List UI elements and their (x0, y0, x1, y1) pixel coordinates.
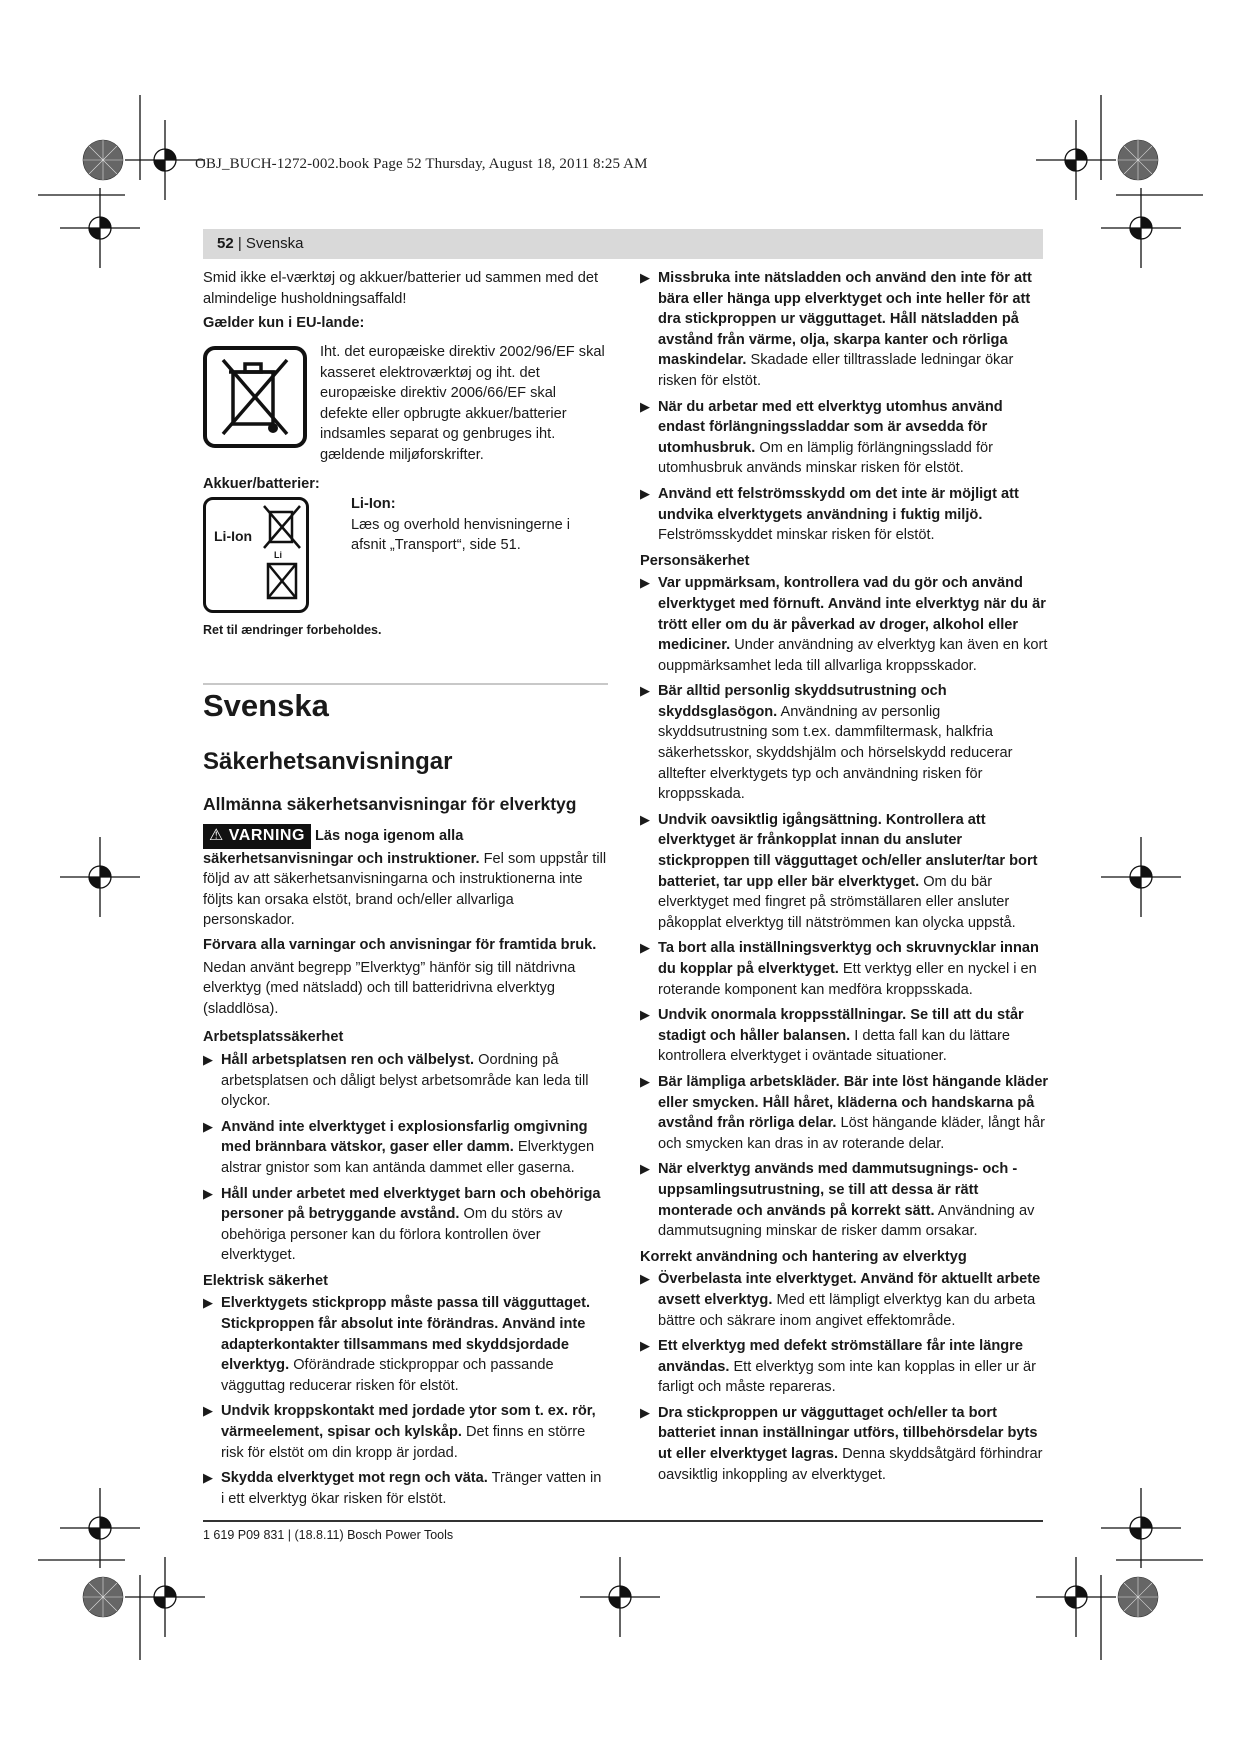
item-text: Användning av dammutsugning minskar de risker damm orsakar. (658, 1202, 1035, 1240)
item-bold: Bär lämpliga arbetskläder. Bär inte löst hängande kläder eller smycken. Håll håret, kläderna och handskarna på avstånd från rörliga delar. (658, 1073, 1049, 1132)
general-safety-heading: Allmänna säkerhetsanvisningar för elverktyg (203, 794, 577, 814)
list-item: ▶ Skydda elverktyget mot regn och väta. Tränger vatten in i ett elverktyg ökar risken för elstöt. (203, 1470, 602, 1507)
electrical-list-continued (640, 268, 1050, 546)
left-column-top (203, 268, 608, 336)
language-title: Svenska (203, 688, 329, 723)
list-item: ▶ Använd inte elverktyget i explosionsfarlig omgivning med brännbara vätskor, gaser eller damm. Elverktygen alstrar gnistor som kan antända dammet eller gaserna. (203, 1118, 595, 1176)
reserve-block (203, 620, 608, 641)
page-header: 52 | Svenska (217, 235, 304, 252)
usage-list (640, 1269, 1050, 1485)
book-file-line: OBJ_BUCH-1272-002.book Page 52 Thursday, August 18, 2011 8:25 AM (195, 156, 648, 172)
page-header-bar (203, 229, 1043, 259)
item-bold: Var uppmärksam, kontrollera vad du gör och använd elverktyget med förnuft. Använd inte elverktyg när du är trött eller om du är påverkad av droger, alkohol eller mediciner. (658, 575, 1046, 654)
safety-title: Säkerhetsanvisningar (203, 748, 453, 775)
item-bold: Ta bort alla inställningsverktyg och skruvnycklar innan du kopplar på elverktyget. (658, 940, 1039, 977)
item-text: Löst hängande kläder, långt hår och smycken kan dras in av roterande delar. (658, 1115, 1045, 1152)
item-text: Med ett lämpligt elverktyg kan du arbeta bättre och säkrare inom angivet effektområde. (658, 1291, 1036, 1329)
item-text: Denna skyddsåtgärd förhindrar oavsiktlig inkoppling av elverktyget. (658, 1446, 1043, 1483)
li-ion-text: Læs og overhold henvisningerne i afsnit „Transport“, side 51. (351, 516, 571, 554)
warning-bold: Läs noga igenom alla säkerhetsanvisningar och instruktioner. (203, 828, 480, 867)
list-item: ▶ Använd ett felströmsskydd om det inte är möjligt att undvika elverktygets användning i fuktig miljö. Felströmsskyddet minskar risken för elstöt. (640, 485, 1019, 544)
item-text: Användning av personlig skyddsutrustning som t.ex. dammfiltermask, halkfria säkerhetsskor, skyddshjälm och hörselskydd reducerar alltefter elverktygets typ och användning risken för kroppsskada. (658, 703, 1013, 803)
page-footer: 1 619 P09 831 | (18.8.11) Bosch Power Tools (203, 1528, 454, 1542)
li-ion-icon-label: Li-Ion (214, 528, 253, 544)
item-bold: Missbruka inte nätsladden och använd den inte för att bära eller hänga upp elverktyget och inte heller för att dra stickproppen ur vägguttaget. Håll nätsladden på avstånd från värme, olja, skarpa kanter och rörliga maskindelar. (658, 270, 1032, 369)
warning-badge: ⚠ VARNING (203, 824, 311, 849)
right-column (640, 268, 1050, 1490)
item-bold: Bär alltid personlig skyddsutrustning och skyddsglasögon. (658, 683, 947, 720)
item-bold: Använd inte elverktyget i explosionsfarlig omgivning med brännbara vätskor, gaser eller damm. (221, 1118, 588, 1156)
list-item: ▶ Dra stickproppen ur vägguttaget och/eller ta bort batteriet innan inställningar utförs, tillbehörsdelar byts ut eller elverktyget lagras. Denna skyddsåtgärd förhindrar oavsiktlig inkoppling av elverktyget. (640, 1404, 1043, 1483)
eu-heading: Gælder kun i EU-lande: (203, 315, 365, 332)
list-item: ▶ Var uppmärksam, kontrollera vad du gör och använd elverktyget med förnuft. Använd inte elverktyg när du är trött eller om du är påverkad av droger, alkohol eller mediciner. Under användning av elverktyg kan även en kort ouppmärksamhet leda till allvarliga kroppsskador. (640, 575, 1048, 674)
list-item: ▶ Undvik kroppskontakt med jordade ytor som t. ex. rör, värmeelement, spisar och kylskåp. Det finns en större risk för elstöt om din kropp är jordad. (203, 1403, 596, 1461)
usage-heading: Korrekt användning och hantering av elverktyg (640, 1248, 967, 1265)
work-area-heading: Arbetsplatssäkerhet (203, 1029, 344, 1046)
item-bold: Undvik onormala kroppsställningar. Se till att du står stadigt och håller balansen. (658, 1007, 1024, 1044)
item-text: Ett verktyg eller en nyckel i en roterande komponent kan medföra kroppsskada. (658, 961, 1037, 998)
li-small-label: Li (274, 550, 282, 560)
weee-bin-icon (203, 346, 307, 448)
section-divider (203, 683, 608, 685)
list-item: ▶ Ta bort alla inställningsverktyg och skruvnycklar innan du kopplar på elverktyget. Ett verktyg eller en nyckel i en roterande komponent kan medföra kroppsskada. (640, 940, 1039, 998)
item-text: Elverktygen alstrar gnistor som kan antända dammet eller gaserna. (221, 1139, 595, 1176)
item-bold: Dra stickproppen ur vägguttaget och/eller ta bort batteriet innan inställningar utförs, tillbehörsdelar byts ut eller elverktyget lagras. (658, 1404, 1038, 1463)
personal-safety-list (640, 573, 1050, 1241)
item-bold: Håll arbetsplatsen ren och välbelyst. (221, 1051, 475, 1068)
item-bold: Ett elverktyg med defekt strömställare får inte längre användas. (658, 1338, 1023, 1375)
page-number: 52 (217, 235, 234, 252)
akku-heading: Akkuer/batterier: (203, 476, 320, 492)
item-bold: Skydda elverktyget mot regn och väta. (221, 1470, 488, 1487)
eu-directive-text: Iht. det europæiske direktiv 2002/96/EF skal kasseret elektroværktøj og iht. det europæiske direktiv 2006/66/EF skal defekte eller opbrugte akkuer/batterier indsamles separat og genbruges iht. gældende miljøforskrifter. (320, 344, 605, 463)
item-text: Under användning av elverktyg kan även en kort ouppmärksamhet leda till allvarliga kroppsskador. (658, 637, 1048, 674)
item-bold: När elverktyg används med dammutsugnings- och -uppsamlingsutrustning, se till att dessa är rätt monterade och används på korrekt sätt. (658, 1161, 1018, 1219)
electrical-list (203, 1293, 608, 1509)
item-text: Ett elverktyg som inte kan kopplas in eller ur är farligt och måste repareras. (658, 1358, 1036, 1396)
warning-paragraph (203, 824, 608, 931)
li-ion-label: Li-Ion: (351, 496, 396, 512)
li-ion-block (351, 494, 607, 556)
list-item: ▶ Undvik oavsiktlig igångsättning. Kontrollera att elverktyget är frånkopplat innan du ansluter stickproppen till vägguttaget och/eller ansluter/tar bort batteriet, tar upp eller bär elverktyget. Om du bär elverktyget med fingret på strömställaren eller ansluter påkopplat elverktyg till nätströmmen kan olycka uppstå. (640, 811, 1038, 931)
electrical-heading: Elektrisk säkerhet (203, 1272, 328, 1289)
item-text: I detta fall kan du lättare kontrollera elverktyget i oväntade situationer. (658, 1027, 1011, 1065)
list-item: ▶ Ett elverktyg med defekt strömställare får inte längre användas. Ett elverktyg som inte kan kopplas in eller ur är farligt och måste repareras. (640, 1338, 1036, 1396)
personal-safety-heading: Personsäkerhet (640, 552, 750, 569)
footer-rule (203, 1520, 1043, 1522)
crossed-bin-icon (262, 504, 302, 604)
list-item: ▶ Bär lämpliga arbetskläder. Bär inte löst hängande kläder eller smycken. Håll håret, kläderna och handskarna på avstånd från rörliga delar. Löst hängande kläder, långt hår och smycken kan dras in av roterande delar. (640, 1073, 1049, 1152)
list-item: ▶ Håll under arbetet med elverktyget barn och obehöriga personer på betryggande avstånd. Om du störs av obehöriga personer kan du förlora kontrollen över elverktyget. (203, 1185, 601, 1264)
list-item: ▶ Bär alltid personlig skyddsutrustning och skyddsglasögon. Användning av personlig skyddsutrustning som t.ex. dammfiltermask, halkfria säkerhetsskor, skyddshjälm och hörselskydd reducerar alltefter elverktygets typ och användning risken för kroppsskada. (640, 683, 1013, 803)
work-area-list (203, 1050, 608, 1266)
item-text: Om du bär elverktyget med fingret på strömställaren eller ansluter påkopplat elverktyg till nätströmmen kan olycka uppstå. (658, 873, 1016, 931)
list-item: ▶ Håll arbetsplatsen ren och välbelyst. Oordning på arbetsplatsen och dåligt belyst arbetsområde kan leda till olyckor. (203, 1051, 589, 1110)
item-text: Oförändrade stickproppar och passande vägguttag reducerar risken för elstöt. (221, 1357, 554, 1394)
item-bold: Överbelasta inte elverktyget. Använd för aktuellt arbete avsett elverktyg. (658, 1271, 1041, 1308)
li-ion-recycling-icon (203, 497, 309, 613)
item-text: Om en lämplig förlängningssladd för utomhusbruk används minskar risken för elstöt. (658, 439, 993, 477)
item-bold: Undvik oavsiktlig igångsättning. Kontrollera att elverktyget är frånkopplat innan du ansluter stickproppen till vägguttaget och/eller ansluter/tar bort batteriet, tar upp eller bär elverktyget. (658, 811, 1038, 890)
eu-directive-block (320, 342, 606, 466)
akku-heading-block (203, 470, 608, 497)
item-bold: När du arbetar med ett elverktyg utomhus använd endast förlängningssladdar som är avsedda för utomhusbruk. (658, 398, 1003, 456)
section-name: Svenska (245, 235, 304, 252)
item-text: Skadade eller tilltrasslade ledningar ökar risken för elstöt. (658, 352, 1014, 389)
item-bold: Elverktygets stickpropp måste passa till vägguttaget. Stickproppen får absolut inte förändras. Använd inte adapterkontakter tillsammans med skyddsjordade elverktyg. (221, 1295, 591, 1374)
item-text: Om du störs av obehöriga personer kan du förlora kontrollen över elverktyget. (221, 1206, 563, 1264)
item-text: Tränger vatten in i ett elverktyg ökar risken för elstöt. (221, 1470, 602, 1507)
item-bold: Håll under arbetet med elverktyget barn och obehöriga personer på betryggande avstånd. (221, 1185, 601, 1223)
warning-text: Fel som uppstår till följd av att säkerhetsanvisningarna och instruktionerna inte följts kan orsaka elstöt, brand och/eller allvarliga personskador. (203, 850, 607, 929)
warning-label: VARNING (228, 827, 305, 844)
disposal-text: Smid ikke el-værktøj og akkuer/batterier ud sammen med det almindelige husholdningsaffald! (203, 270, 598, 307)
list-item: ▶ Missbruka inte nätsladden och använd den inte för att bära eller hänga upp elverktyget och inte heller för att dra stickproppen ur vägguttaget. Håll nätsladden på avstånd från värme, olja, skarpa kanter och rörliga maskindelar. Skadade eller tilltrasslade ledningar ökar risken för elstöt. (640, 270, 1032, 389)
item-bold: Använd ett felströmsskydd om det inte är möjligt att undvika elverktygets användning i fuktig miljö. (658, 485, 1019, 523)
list-item: ▶ Undvik onormala kroppsställningar. Se till att du står stadigt och håller balansen. I detta fall kan du lättare kontrollera elverktyget i oväntade situationer. (640, 1007, 1024, 1065)
item-text: Det finns en större risk för elstöt om din kropp är jordad. (221, 1424, 586, 1461)
item-text: Felströmsskyddet minskar risken för elstöt. (658, 527, 935, 544)
list-item: ▶ Överbelasta inte elverktyget. Använd för aktuellt arbete avsett elverktyg. Med ett lämpligt elverktyg kan du arbeta bättre och säkrare inom angivet effektområde. (640, 1271, 1041, 1329)
definition-text: Nedan använt begrepp ”Elverktyg” hänför sig till nätdrivna elverktyg (med nätsladd) och till batteridrivna elverktyg (sladdlösa). (203, 959, 576, 1017)
reserve-note: Ret til ændringer forbeholdes. (203, 623, 382, 637)
left-column-svenska (203, 824, 608, 1514)
item-bold: Undvik kroppskontakt med jordade ytor som t. ex. rör, värmeelement, spisar och kylskåp. (221, 1403, 596, 1441)
list-item: ▶ Elverktygets stickpropp måste passa till vägguttaget. Stickproppen får absolut inte förändras. Använd inte adapterkontakter tillsammans med skyddsjordade elverktyg. Oförändrade stickproppar och passande vägguttag reducerar risken för elstöt. (203, 1295, 591, 1394)
list-item: ▶ När du arbetar med ett elverktyg utomhus använd endast förlängningssladdar som är avsedda för utomhusbruk. Om en lämplig förlängningssladd för utomhusbruk används minskar risken för elstöt. (640, 398, 1003, 477)
item-text: Oordning på arbetsplatsen och dåligt belyst arbetsområde kan leda till olyckor. (221, 1051, 589, 1110)
keep-instructions: Förvara alla varningar och anvisningar för framtida bruk. (203, 936, 597, 953)
list-item: ▶ När elverktyg används med dammutsugnings- och -uppsamlingsutrustning, se till att dessa är rätt monterade och används på korrekt sätt. Användning av dammutsugning minskar de risker damm orsakar. (640, 1161, 1035, 1240)
